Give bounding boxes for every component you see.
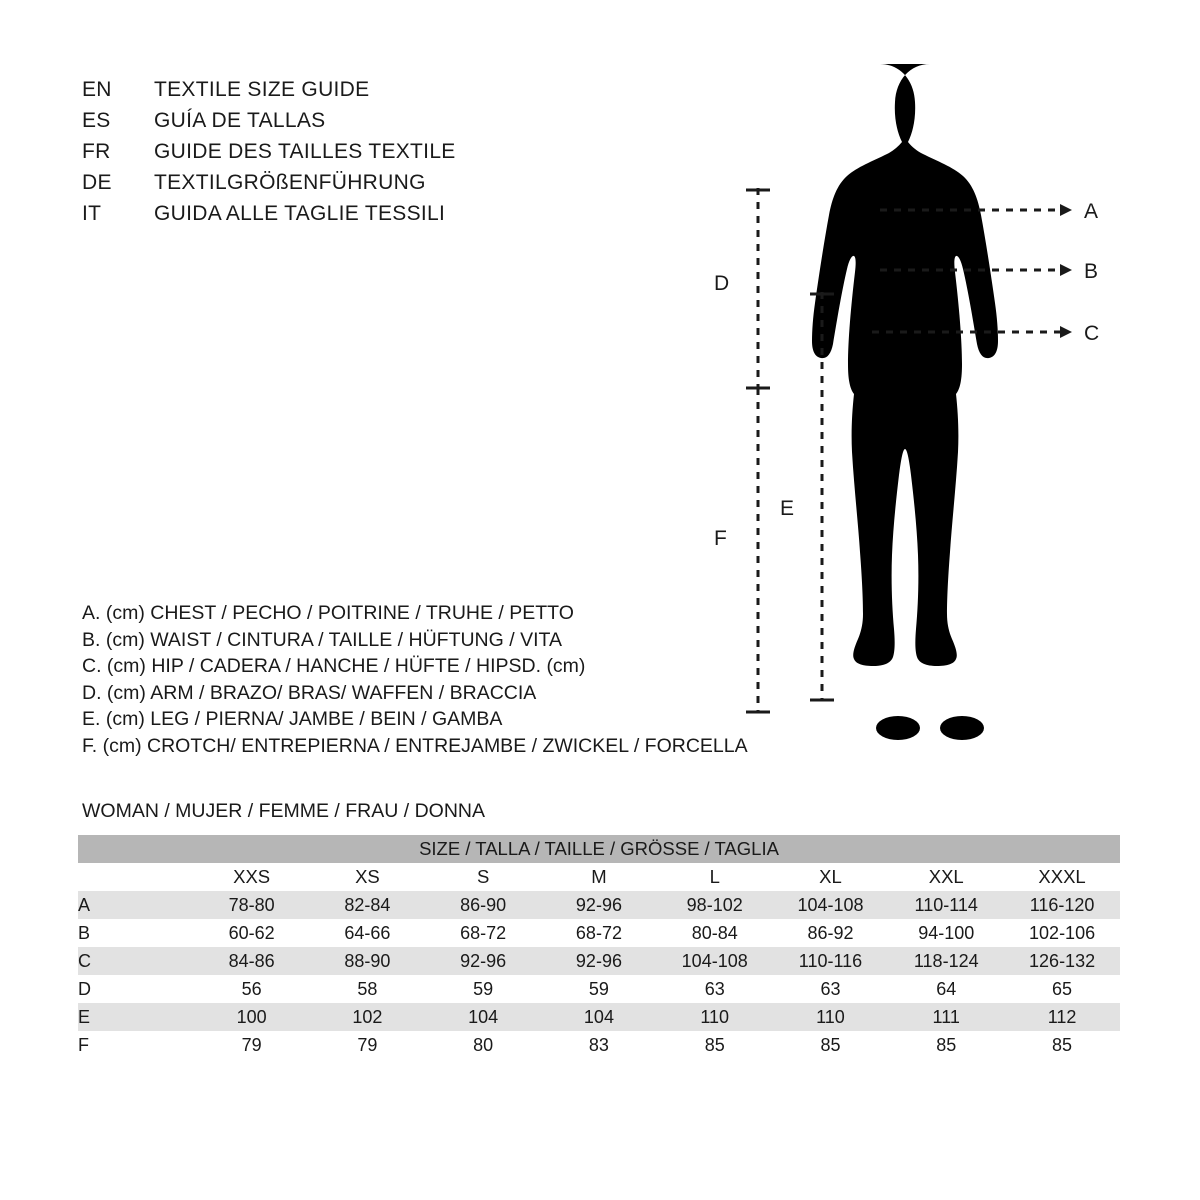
legend-item-c: C. (cm) HIP / CADERA / HANCHE / HÜFTE / HIPSD. (cm) <box>82 655 586 677</box>
cell-d-xs: 58 <box>310 975 426 1003</box>
language-code-it: IT <box>82 202 102 225</box>
figure-label-e: E <box>780 497 795 520</box>
cell-f-s: 80 <box>425 1031 541 1059</box>
cell-a-xxl: 110-114 <box>888 891 1004 919</box>
corner-cell <box>78 863 194 891</box>
cell-c-xs: 88-90 <box>310 947 426 975</box>
cell-b-xxs: 60-62 <box>194 919 310 947</box>
cell-b-xl: 86-92 <box>773 919 889 947</box>
cell-b-xs: 64-66 <box>310 919 426 947</box>
cell-d-m: 59 <box>541 975 657 1003</box>
title-text-fr: GUIDE DES TAILLES TEXTILE <box>154 140 456 163</box>
language-code-es: ES <box>82 109 111 132</box>
title-text-es: GUÍA DE TALLAS <box>154 109 326 132</box>
table-row <box>78 1003 1120 1031</box>
column-header-l: L <box>657 863 773 891</box>
title-text-it: GUIDA ALLE TAGLIE TESSILI <box>154 202 446 225</box>
legend-item-b: B. (cm) WAIST / CINTURA / TAILLE / HÜFTUNG / VITA <box>82 628 562 651</box>
table-row <box>78 919 1120 947</box>
cell-e-s: 104 <box>425 1003 541 1031</box>
cell-c-xl: 110-116 <box>773 947 889 975</box>
figure-label-f: F <box>714 527 727 550</box>
cell-f-xxl: 85 <box>888 1031 1004 1059</box>
cell-e-xxxl: 112 <box>1004 1003 1120 1031</box>
cell-d-l: 63 <box>657 975 773 1003</box>
title-row-en <box>82 78 642 109</box>
cell-b-l: 80-84 <box>657 919 773 947</box>
cell-e-m: 104 <box>541 1003 657 1031</box>
cell-c-xxxl: 126-132 <box>1004 947 1120 975</box>
table-caption: WOMAN / MUJER / FEMME / FRAU / DONNA <box>82 800 485 822</box>
column-header-m: M <box>541 863 657 891</box>
cell-e-xxl: 111 <box>888 1003 1004 1031</box>
cell-f-xxs: 79 <box>194 1031 310 1059</box>
cell-a-s: 86-90 <box>425 891 541 919</box>
table-row <box>78 947 1120 975</box>
cell-f-l: 85 <box>657 1031 773 1059</box>
language-code-de: DE <box>82 171 112 194</box>
cell-c-xxs: 84-86 <box>194 947 310 975</box>
figure-label-c: C <box>1084 322 1100 345</box>
row-label-a: A <box>78 891 194 919</box>
column-header-xs: XS <box>310 863 426 891</box>
title-row-fr <box>82 140 642 171</box>
cell-e-xl: 110 <box>773 1003 889 1031</box>
row-label-d: D <box>78 975 194 1003</box>
column-header-xxs: XXS <box>194 863 310 891</box>
cell-c-s: 92-96 <box>425 947 541 975</box>
language-code-fr: FR <box>82 140 111 163</box>
body-figure-diagram <box>640 40 1160 770</box>
table-column-header-row <box>78 863 1120 891</box>
size-table-block <box>78 800 1120 1059</box>
legend-item-f: F. (cm) CROTCH/ ENTREPIERNA / ENTREJAMBE / ZWICKEL / FORCELLA <box>82 734 748 757</box>
column-header-xxxl: XXXL <box>1004 863 1120 891</box>
title-row-de <box>82 171 642 202</box>
figure-label-a: A <box>1084 200 1099 223</box>
cell-d-xxl: 64 <box>888 975 1004 1003</box>
title-row-es <box>82 109 642 140</box>
title-text-en: TEXTILE SIZE GUIDE <box>154 78 370 101</box>
column-header-s: S <box>425 863 541 891</box>
cell-d-xxxl: 65 <box>1004 975 1120 1003</box>
cell-b-s: 68-72 <box>425 919 541 947</box>
legend-item-e: E. (cm) LEG / PIERNA/ JAMBE / BEIN / GAMBA <box>82 708 503 730</box>
cell-c-l: 104-108 <box>657 947 773 975</box>
cell-e-xxs: 100 <box>194 1003 310 1031</box>
table-row <box>78 975 1120 1003</box>
cell-a-xl: 104-108 <box>773 891 889 919</box>
title-row-it <box>82 202 642 233</box>
column-header-xxl: XXL <box>888 863 1004 891</box>
table-band-label: SIZE / TALLA / TAILLE / GRÖSSE / TAGLIA <box>78 835 1120 863</box>
figure-label-d: D <box>714 272 730 295</box>
row-label-f: F <box>78 1031 194 1059</box>
row-label-e: E <box>78 1003 194 1031</box>
row-label-c: C <box>78 947 194 975</box>
cell-b-xxl: 94-100 <box>888 919 1004 947</box>
row-label-b: B <box>78 919 194 947</box>
cell-f-xs: 79 <box>310 1031 426 1059</box>
legend-item-a: A. (cm) CHEST / PECHO / POITRINE / TRUHE / PETTO <box>82 602 574 624</box>
column-header-xl: XL <box>773 863 889 891</box>
cell-b-xxxl: 102-106 <box>1004 919 1120 947</box>
figure-label-b: B <box>1084 260 1099 283</box>
title-text-de: TEXTILGRÖßENFÜHRUNG <box>154 171 426 194</box>
cell-c-xxl: 118-124 <box>888 947 1004 975</box>
cell-f-m: 83 <box>541 1031 657 1059</box>
table-row <box>78 891 1120 919</box>
cell-a-m: 92-96 <box>541 891 657 919</box>
cell-e-xs: 102 <box>310 1003 426 1031</box>
language-code-en: EN <box>82 78 112 101</box>
cell-d-xxs: 56 <box>194 975 310 1003</box>
size-table <box>78 835 1120 1059</box>
cell-b-m: 68-72 <box>541 919 657 947</box>
cell-a-l: 98-102 <box>657 891 773 919</box>
legend-item-d: D. (cm) ARM / BRAZO/ BRAS/ WAFFEN / BRACCIA <box>82 681 537 704</box>
table-row <box>78 1031 1120 1059</box>
cell-a-xxs: 78-80 <box>194 891 310 919</box>
cell-a-xs: 82-84 <box>310 891 426 919</box>
title-language-block <box>82 78 642 233</box>
cell-e-l: 110 <box>657 1003 773 1031</box>
cell-d-xl: 63 <box>773 975 889 1003</box>
cell-f-xxxl: 85 <box>1004 1031 1120 1059</box>
cell-a-xxxl: 116-120 <box>1004 891 1120 919</box>
table-band-row <box>78 835 1120 863</box>
cell-f-xl: 85 <box>773 1031 889 1059</box>
cell-d-s: 59 <box>425 975 541 1003</box>
cell-c-m: 92-96 <box>541 947 657 975</box>
female-silhouette-icon <box>812 64 998 740</box>
